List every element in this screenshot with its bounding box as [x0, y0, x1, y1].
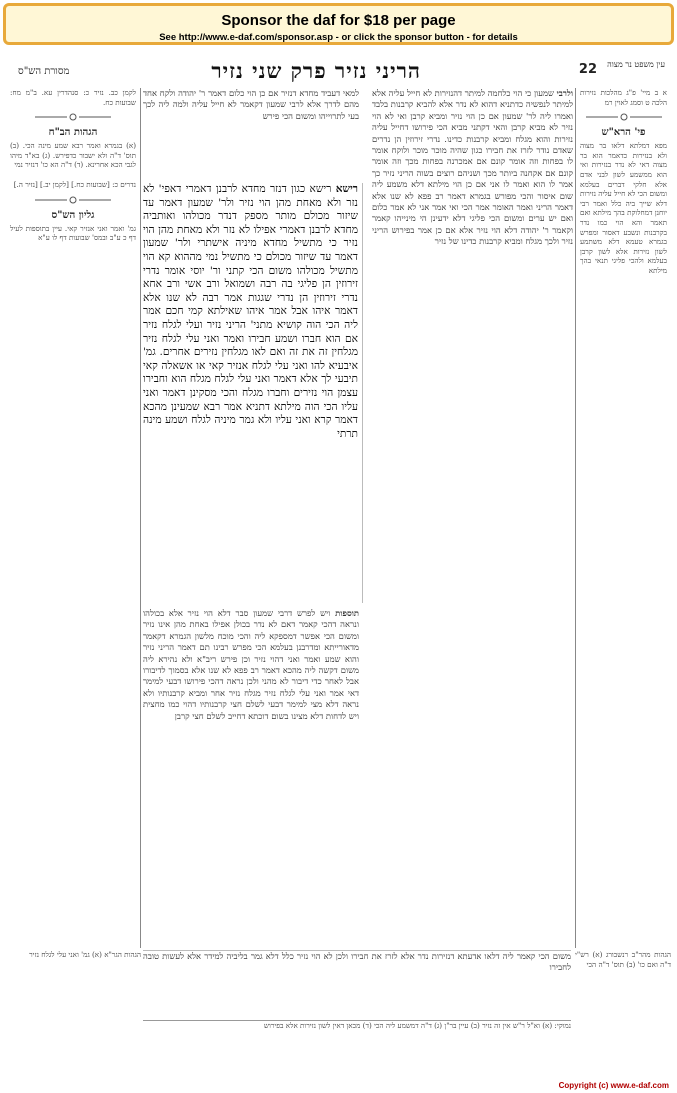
tosafot-top-text: למאי דעביד מחדא דנזיר אם כן הוי כלום דאמר ר' יהודה ולקח אחד מהם לדרך אלא לרבי שמעון דקאמר לא חייל עליה ולמה ליה לכך בעי לתרוייהו ומשום הכי פירש: [143, 88, 359, 121]
tosafot-bottom: [143, 608, 363, 948]
tosafot-bottom-text: ויש לפרש דרבי שמעון סבר דלא הוי נזיר אלא בכולהו ונראה דהכי קאמר דאם לא נדר בכולן אפילו באחת מהן אינו נזיר ומשום הכי אפשר דמספקא ליה והכי מוכח מלשון הגמרא דקאמר מדאורייתא ומדרבנן בעלמא הכי מפרש רבינו תם דאמר הריני נזיר והוא שמע ואמר ואני דהוי נזיר וכן פירש ריב"א ולא נהירא ליה משום דקשה ליה מהכא דאמר רב פפא לא שנו אלא בסמוך לדיבורו אבל לאחר כדי דיבור לא מהני ולכן נראה דהכי פירושו דבעי למימר דאי אמר ואני עלי לגלח נזיר מגלח נזיר אחר ומביא קרבנותיו ולא נראה דלא מצי למימר דבעי לשלם חצי קרבנותיו דהוי כמו מחצית ויש לדחות דלא מצינו בשום דוכתא דחייב לשלם חצי קרבן: [143, 608, 359, 721]
ein-mishpat-header: עין משפט נר מצוה: [607, 60, 665, 69]
masoret-hashas-header: מסורת הש"ס: [18, 66, 70, 77]
divider-ornament-icon: [33, 196, 113, 204]
sponsor-banner[interactable]: [3, 3, 674, 45]
bottom-center-commentary: [143, 950, 571, 1018]
ein-mishpat-text: א ב מיי' פ"ג מהלכות נזירות הלכה ט וסמג לאוין רמ: [580, 88, 667, 107]
side-references: נדרים כ: [שבועות כח.] [לקמן יב.] [נזיר ה.]: [13, 179, 136, 189]
center-block: [143, 88, 573, 948]
rosh-commentary: מפא דמלתא דלאו בר מצוה ולא בנזירות כדאמר הוא בר מצוה דאי לא נדר בנזירות ואי הוא ממשמע לשון לבני אדם אלא חלקי דברים בעלמא ומשום הכי לא חייל עליה נזירות דלא שייך ביה כלל ואמר רבי יוחנן דמחלוקת בהך מילתא ואם תאמר והא הוי כמו נדר בקרבנות ונשבע דאסור ומפרש בגמרא טעמא דלא משתמע לשון נזירות אלא לשון קרבן בעלמא ולהכי פליגי תנאי בהך מילתא: [580, 141, 667, 275]
gemara-text-block: [143, 183, 363, 603]
divider-ornament-icon: [584, 113, 664, 121]
tosafot-top: [143, 88, 363, 180]
sponsor-title[interactable]: Sponsor the daf for $18 per page: [221, 12, 456, 29]
rashi-text: שמעון כי הוי כלחמה למיתר דהנזירות לא חייל עליה אלא למיתר לנפשיה כדתניא דהוא לא נדר אלא להביא קרבנות בלבד ואמרו ליה לר' שמעון אם כן הוי נזיר ומביא קרבן ואי לא הוי נזיר לא מביא קרבן והאי דקתני מביא הכי פירושו דחייל עליה נזירות והוא מגלח ומביא קרבנות כדינו. נדרי זירוזין הן נדרים שאדם נודר לזרז את חבירו כגון שהיה מוכר מוכר ולוקח אומר לו בפחות וזה אומר קונם אם אמכרנה בפחות מכך וזה אומר קונם אם אקחנה ביותר מכך ושניהם רוצים בשוה הריני נזיר כך אמר לו הוא ואמר לו אני אם כן הוי מילתא דלא משמע ליה שום איסור והכי מפורש בגמרא דאמר רב פפא לא שנו אלא דאמר הריני ואמר האומר אמר הכי ואי אמר אני לא אמר כלום ואם יש ערים ומשום הכי פליגי דלא ידעינן הי מינייהו קאמר וקאמר ר' יהודה דלא הוי נזיר אלא אם כן אמר בפירוש הריני נזיר ולכך מגלח ומביא קרבנות כדינו של נזיר: [372, 88, 573, 247]
right-margin-column: [575, 88, 671, 948]
footnotes: [143, 1020, 571, 1070]
bottom-left-text: הגהות הגר"א (א) גמ' ואני עלי לגלח נזיר: [29, 950, 141, 959]
left-margin-column: [6, 88, 141, 948]
gemara-text: רישא כגון דנזר מחדא לרבנן דאמרי דאפי' לא נזר ולא מאחת מהן הוי נזיר ולר' שמעון דאמר עד שיזור מכולם מותר מספק דנדר מכולהו ואותביה מחדא לרבנן דאמרי אפילו לא נזר ולא מאחת מהן הוי נזיר כי מתשיל מחדא מיניה אישתרי ולר' שמעון דאמר עד שיזור מכולם כי מתשיל נמי מההוא קא הוי מתשיל מכולהו משום הכי קתני ור' יוסי אומר נדרי זירוזין הן פליגי בה רבה ושמואל ורב אשי ורב אחא נדרי זירוזין הן נדרי שגגות אמר רבה לא שנו אלא דאמר איהו אבל אמר איהו שאילתא קמי חכם אמר ליה הכי הוה קושיא מתני' הריני נזיר ועלי לגלח נזיר אם הוא חברו ושמע חבירו ואמר ואני עלי לגלח נזיר מגלחין זה את זה ואם לאו מגלחין נזירים אחרים. גמ' איבעיא להו ואני עלי לגלח אנזיר קאי או אשאלה קאי תיבעי לך אלא דאמר ואני עלי לגלח מגלח הוא וחבירו עצמן הוי נזירים וחברו מגלח והכי מסקינן דאמר ואני עליו הכי הוה מילתא דתניא אמר רבא שמעינן מהכא דאמר קרא ואני עליו ולא גמר מיניה לגלח ושמע מינה תרתי: [143, 183, 358, 440]
bottom-right-notes: [575, 950, 671, 1060]
talmud-page: [6, 50, 671, 1078]
bottom-right-text: הגהות מהר"ב רנשבורג (א) רש"י ד"ה ואם כו' (ב) תוס' ד"ה הכי: [575, 950, 671, 969]
gemara-opening-word: רישא: [335, 183, 358, 195]
page-header: [6, 58, 671, 88]
bottom-center-text: משום הכי קאמר ליה דלאו אדעתא דנזירות נדר אלא לזרז את חבירו ולכן לא הוי נזיר כלל דלא גמר בליביה למידר אלא לעשות טובה לחבירו: [143, 951, 571, 973]
bottom-left-notes: [6, 950, 141, 1060]
page-number: 22: [578, 62, 597, 77]
hagahot-habach-title: הגהות הב"ח: [48, 127, 98, 139]
rashi-dibur-hamatchil: ולרבי: [556, 88, 573, 98]
gilyon-hashas-text: גמ' ואמר ואני אנזיר קאי. עיין בתוספות לעיל דף כ ע"ב ובמס' שבועות דף לו ע"א: [10, 223, 136, 243]
divider-ornament-icon: [33, 113, 113, 121]
masoret-refs: לקמן כב. נזיר כ: סנהדרין עא. ב"מ מח: שבועות כח.: [10, 88, 136, 107]
footnotes-text: נמוקי: (א) וא"ל ר"ש אין זה נזיר (ב) עיין בר"ן (ג) ד"ה דמשמע ליה הכי (ד) מכאן דאין לשון נזירות אלא בפירוש: [263, 1021, 571, 1030]
tosafot-label: תוספות: [335, 608, 359, 618]
gilyon-hashas-title: גליון הש"ס: [51, 209, 95, 221]
hagahot-habach-text: (א) בגמרא ואמר רבא שמע מינה הכי. (ב) תוס' ד"ה ולא ישבור כדפירש. (ג) בא"ד מיהו לגבי הכא אחרינא. (ד) ד"ה הא כו' דנזיר נמי: [10, 141, 136, 170]
rosh-section-title: פי' הרא"ש: [601, 127, 646, 139]
bottom-section: [6, 950, 671, 1070]
sponsor-subtitle[interactable]: See http://www.e-daf.com/sponsor.asp - or click the sponsor button - for details: [159, 32, 518, 43]
copyright-notice[interactable]: Copyright (c) www.e-daf.com: [558, 1081, 669, 1090]
rashi-commentary: [368, 88, 573, 948]
page-title: הריני נזיר פרק שני נזיר: [211, 58, 421, 83]
